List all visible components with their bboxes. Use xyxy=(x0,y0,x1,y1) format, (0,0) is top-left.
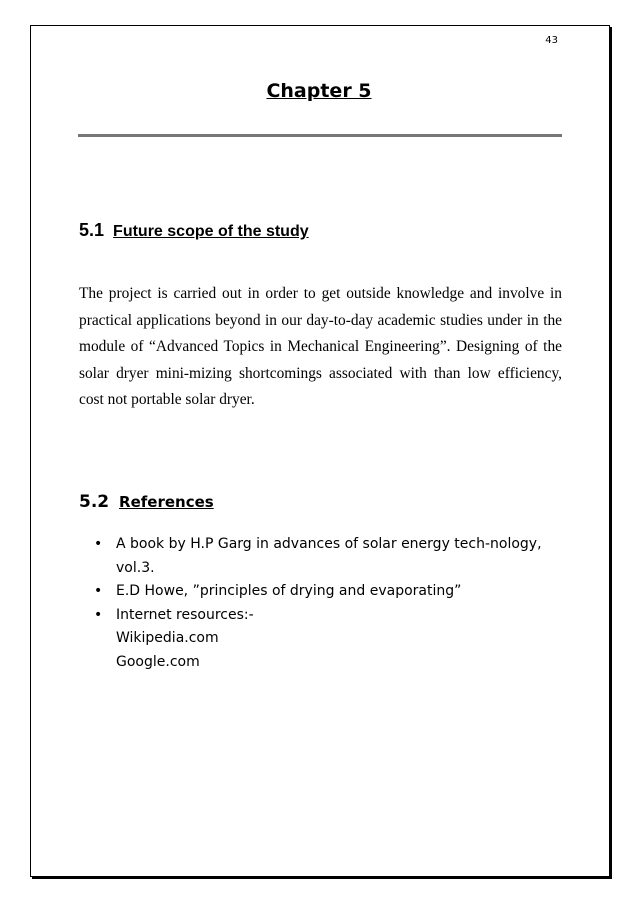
section-number: 5.2 xyxy=(79,492,110,512)
future-scope-paragraph: The project is carried out in order to get outside knowledge and involve in practical applications beyond in our day-to-day academic studies under in the module of “Advanced Topics in Mechanical Engineering”. Designing of the solar dryer mini-mizing shortcomings associated with than low efficiency, cost not portable solar dryer. xyxy=(79,285,562,408)
horizontal-rule xyxy=(78,134,562,137)
section-number: 5.1 xyxy=(79,220,105,240)
list-item xyxy=(92,580,562,604)
bullet-icon: • xyxy=(94,583,103,599)
section-title: References xyxy=(119,493,214,511)
page-number: 43 xyxy=(545,35,558,46)
reference-subitem: Google.com xyxy=(116,653,200,670)
chapter-title: Chapter 5 xyxy=(266,80,372,102)
bullet-icon: • xyxy=(94,536,103,552)
section-title: Future scope of the study xyxy=(113,223,309,240)
bullet-icon: • xyxy=(94,606,103,623)
list-item xyxy=(92,604,562,675)
reference-text: Internet resources:- xyxy=(116,606,254,623)
references-list xyxy=(92,533,562,674)
page-border xyxy=(30,25,610,877)
section-heading-future-scope xyxy=(79,220,309,241)
reference-text: E.D Howe, ”principles of drying and evaporating” xyxy=(116,583,462,599)
list-item xyxy=(92,533,562,580)
reference-text: A book by H.P Garg in advances of solar energy tech-nology, vol.3. xyxy=(116,536,542,576)
reference-subitem: Wikipedia.com xyxy=(116,630,219,646)
section-heading-references xyxy=(79,492,214,512)
